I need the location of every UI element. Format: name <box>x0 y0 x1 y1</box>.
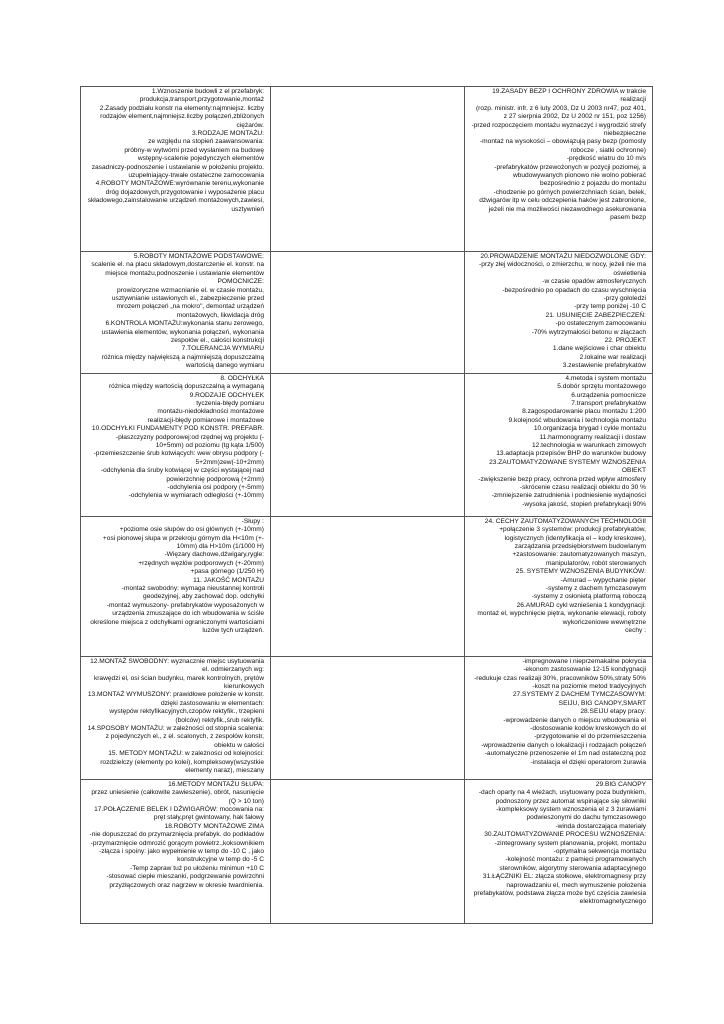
text-line: -nie dopuszczać do przymarznięcia prefabyk. do podkładów <box>89 831 264 839</box>
text-line: składowego,zainstalowanie urządzeń montażowych,zawiesi, <box>87 197 264 205</box>
notes-cell-right <box>465 373 653 516</box>
text-line: rodzajów element,najmniejsz.liczby połączeń,zbliżonych <box>100 113 264 121</box>
text-line: -kolejność montażu: z pamięci programowanych <box>505 856 646 864</box>
text-line: -ekonom zastosowanie 12-15 kondygnacji <box>523 666 646 674</box>
text-line: jeżeli nie ma możliwości niezawodnego asekurowania <box>488 205 646 213</box>
text-line: 14.SPOSOBY MONTAŻU: w zależności od stopnia scalenia: <box>87 724 264 732</box>
text-line: pasem bezp <box>610 214 646 222</box>
text-line: 8. ODCHYŁKA <box>220 374 264 382</box>
text-line: -przy złej widoczności, o zmierzchu, w nocy, jeżeli nie ma <box>479 261 646 269</box>
text-line: 21. USUNIĘCIE ZABEZPIECZEŃ: <box>545 311 646 319</box>
text-line: -montaż swobodny: wymaga nieustannej kontroli <box>121 584 264 592</box>
text-line: różnica między wartością dopuszczalną a wymaganą <box>108 383 264 391</box>
text-line: powierzchnię podporową (+2mm) <box>166 475 264 483</box>
notes-cell-right <box>465 656 653 779</box>
text-line: -bezpośrednio po opadach do czasu wyschnięcia <box>502 286 646 294</box>
text-line: 11. JAKOŚĆ MONTAŻU <box>193 576 264 584</box>
text-line: montaż el, wypchnięcie piętra, wykonanie elewacji, roboty <box>477 610 646 618</box>
text-line: -impregnowane i nieprzemakalne pokrycia <box>522 657 646 665</box>
text-line: -zwiększenie bezp pracy, ochrona przed wpływ atmosfery <box>478 475 646 483</box>
text-line: wstępny-scalenie pojedynczych elementów <box>137 155 264 163</box>
text-line: -odchylenia w wymiarach odległości (+-10mm) <box>128 492 264 500</box>
notes-cell-empty <box>271 252 465 374</box>
text-line: 20.PROWADZENIE MONTAŻU NIEDOZWOLONE GDY: <box>480 253 646 260</box>
notes-cell-left <box>81 87 271 252</box>
text-line: 9.kolejność wbudowania i technologia montażu <box>508 416 646 424</box>
text-line: montażowych, likwidacja dróg <box>176 311 264 319</box>
text-line: -stosować ciepłe mieszanki, podgrzewanie powirzchni <box>106 873 264 881</box>
text-line: konstrukcyjne w temp do -5 C <box>177 856 264 864</box>
text-line: naprowadzaniu el, mech wymuszenie położenia <box>506 881 646 889</box>
text-line: elementy naraz), mieszany <box>185 766 264 774</box>
text-line: urządzenia zmuszające do ich wbudowania w ściśle <box>112 610 264 618</box>
text-line: 23.ZAUTOMATYZOWANE SYSTEMY WZNOSZENIA OBIEKT <box>489 458 646 475</box>
text-line: sterowników, algorytmy sterowania adaptacyjnego <box>499 864 646 872</box>
text-line: 10.ODCHYŁKI FUNDAMENTY POD KONSTR. PREFABR. <box>91 425 264 433</box>
text-line: luzów tych urządzeń. <box>202 626 264 634</box>
text-line: 26.AMURAD cykl wznieśenia 1 kondygnacji: <box>516 601 646 609</box>
text-line: -systemy z dachem tymczasowym <box>545 584 646 592</box>
text-line: 13.adaptacja przepisów BHP do warunków budowy <box>496 450 646 458</box>
text-line: miejsce montażu,podnoszenie i ustawianie elementów <box>105 269 264 277</box>
text-line: -dach oparty na 4 wieżach, usytuowany poza budynkiem, <box>478 789 646 797</box>
text-line: próbny-w wytwórni przed wysłaniem na budowę <box>124 146 264 154</box>
text-line: -instalacja el dzięki operatorom żurawia <box>530 758 646 766</box>
text-line: elektromagnetycznego <box>579 898 646 906</box>
text-line: -systemy z osłonietą platformą roboczą <box>531 593 646 601</box>
text-line: tyczenia-błędy pomiaru <box>196 399 264 407</box>
text-line: SEIJU, BIG CANOPY,SMART <box>558 699 646 707</box>
text-line: robocze , siatki ochronne) <box>570 146 646 154</box>
text-line: logistycznych (identyfikacja el – kody kreskowe), <box>504 534 646 542</box>
text-line: +połączenie 3 systemów: produkcji prefabrykatów, <box>499 526 646 534</box>
text-line: +pasa górnego (1/250 H) <box>190 568 264 576</box>
text-line: -przymarznięcie odmrozić gorącym powietrz.,koksownikiem <box>90 839 264 847</box>
text-line: 12.MONTAŻ SWOBODNY: wyznacznie miejsc usytuowania <box>90 657 264 665</box>
notes-row <box>81 516 653 656</box>
text-line: +poziome osie słupów do osi głównych (+-10mm) <box>119 526 264 534</box>
text-line: pręt stały,pręt gwintowany, hak fałowy <box>153 814 264 822</box>
text-line: 28.SEIJU etapy pracy: <box>580 708 646 716</box>
text-line: -montaż wymuszony- prefabrykatów wyposażonych w <box>106 601 264 609</box>
notes-cell-right <box>465 87 653 252</box>
text-line: 7.TOLERANCJA WYMIARU <box>181 345 264 353</box>
text-line: -prefabrykatów przewożonych w pozycji poziomej, a <box>494 163 646 171</box>
text-line: 2.lokalne war realizacji <box>579 353 646 361</box>
notes-row <box>81 252 653 374</box>
text-line: dróg dojazdowych,przygotowanie i wyposażenie placu <box>105 188 264 196</box>
text-line: -kompleksowy system wznoszenia el z 3 żurawiami <box>496 805 646 813</box>
text-line: -Temp zapraw tuż po ułożeniu minimun +10 C <box>130 864 264 872</box>
text-line: -Amurad – wypychanie pięter <box>560 576 646 584</box>
text-line: 5.dobór sprzętu montażowego <box>557 383 646 391</box>
text-line: -optymalna sekwencja montażu <box>553 847 646 855</box>
text-line: montażu-niedokładności montażowe <box>157 408 264 416</box>
text-line: 4.ROBOTY MONTAŻOWE:wyrównanie terenu,wykonanie <box>95 180 264 188</box>
text-line: -wysoka jakość, stopień prefabrykacji 90% <box>522 500 646 508</box>
text-line: oświetlenia <box>613 269 646 277</box>
notes-cell-empty <box>271 516 465 656</box>
text-line: 1.Wznoszenie budowli z el przefabryk: <box>151 88 264 95</box>
text-line: 27.SYSTEMY Z DACHEM TYMCZASOWYM: <box>512 691 646 699</box>
text-line: 22. PROJEKT <box>604 337 646 345</box>
text-line: -przygotowanie el do przemieszczenia <box>534 733 646 741</box>
text-line: określone miejsca z odchyłkami ograniczonymi wartościami <box>90 618 264 626</box>
notes-cell-right <box>465 252 653 374</box>
text-line: różnica między największą a najmniejszą dopuszczalną <box>101 353 264 361</box>
text-line: 11.harmonogramy realizacji i dostaw <box>539 433 646 441</box>
notes-cell-right <box>465 516 653 656</box>
text-line: rozdzielczy (elementy po kolei), kompleksowy(wszystkie <box>100 758 264 766</box>
text-line: -przed rozpoczęciem montażu wyznaczyć i wygrodzić strefy <box>471 121 646 129</box>
text-line: -Słupy : <box>241 517 264 525</box>
text-line: 10+5mm) od poziomu (tg kąta 1/500) <box>155 441 264 449</box>
text-line: 19.ZASADY BEZP I OCHRONY ZDROWIA w trakcie realizacji <box>492 88 646 104</box>
text-line: el. odmierzanych wg: <box>202 666 264 674</box>
text-line: 9.RODZAJE ODCHYŁEK <box>189 391 264 399</box>
text-line: -zmniejszenie zatrudnienia i podniesienie wydajności <box>491 492 646 500</box>
text-line: ciężarów. <box>236 121 264 129</box>
text-line: 6.KONTROLA MONTAŻU:wykonania stanu zerowego, <box>105 320 264 328</box>
notes-cell-right <box>465 779 653 923</box>
text-line: 7.transport prefabrykatów <box>571 399 646 407</box>
text-line: występów rektyfikacyjnych,czopów rektyfik., trzepieni <box>109 708 264 716</box>
notes-cell-empty <box>271 373 465 516</box>
text-line: niebezpieczne <box>603 130 646 138</box>
notes-table <box>80 86 653 924</box>
text-line: -wprowadzenie danych o lokalizacji i rodzajach połączeń <box>481 741 646 749</box>
text-line: wbudowywanych pionowo nie wolno pobierać <box>512 172 646 180</box>
notes-table-body <box>81 87 653 924</box>
text-line: zarządzania przedsiębiorstwem budowlanym <box>514 542 646 550</box>
text-line: podnoszony przez automat wspinające się siłowniki <box>495 797 646 805</box>
text-line: produkcja,transport,przygotowanie,montaż <box>139 96 264 104</box>
text-line: -odchylenia osi podpory (+-5mm) <box>167 483 264 491</box>
text-line: 15. METODY MONTAŻU: w zależności od kolejności: <box>108 750 264 758</box>
text-line: prefabykatów, podstawa złącza może być częścia zawiesia <box>473 889 646 897</box>
text-line: dzięki zastosowaniu w elementach: <box>161 699 264 707</box>
text-line: 17.POŁĄCZENIE BELEK I DŹWIGARÓW: mocowania na: <box>94 805 264 813</box>
text-line: -redukuje czas realizaji 30%, pracowników 50%,straty 50% <box>474 674 646 682</box>
text-line: cechy : <box>625 626 646 634</box>
text-line: -złącza i spoiny: jako wypełnienie w temp do -10 C , jako <box>99 847 264 855</box>
text-line: +rzędnych węzłów podporowych (+-20mm) <box>138 559 264 567</box>
notes-cell-left <box>81 779 271 923</box>
text-line: 18.ROBOTY MONTAŻOWE ZIMA <box>164 822 264 830</box>
text-line: dźwigarów itp w celu odczepienia haków jest zabronione, <box>479 197 646 205</box>
notes-row <box>81 373 653 516</box>
text-line: 30.ZAUTOMATYZOWANIE PROCESU WZNOSZENIA: <box>484 831 646 839</box>
text-line: ze względu na stopień zaawansowania: <box>148 138 264 146</box>
text-line: (Q > 10 ton) <box>228 797 264 805</box>
text-line: uzupełniający-trwałe ostateczne zamocowania <box>128 172 264 180</box>
text-line: 25. SYSTEMY WZNOSZENIA BUDYNKÓW: <box>515 568 646 576</box>
text-line: usztywnień <box>231 205 264 213</box>
text-line: -70% wytrzymałości betonu w złączach <box>531 328 646 336</box>
text-line: wykończeniowe wewnętrzne <box>562 618 646 626</box>
text-line: usztywnianie ustawionych el., zabezpieczenie przed <box>111 295 264 303</box>
text-line: realizacji-błędy pomiarowe i montażowe <box>147 416 264 424</box>
text-line: mrozem połączeń „na mokro", demontaż urządzeń <box>116 303 264 311</box>
text-line: -płaszczyzny podporowej:od rzędnej wg projektu (- <box>115 433 264 441</box>
text-line: 12.technologia w warunkach zimowych <box>532 441 646 449</box>
text-line: 1.dane wejściowe i char obiektu <box>552 345 646 353</box>
text-line: -winda dostarczająca materiały <box>555 822 646 830</box>
text-line: zespołów el., całości konstrukcji <box>170 337 264 345</box>
text-line: POMOCNICZE: <box>217 278 264 286</box>
text-line: obiektu w całości <box>214 741 264 749</box>
notes-cell-left <box>81 252 271 374</box>
notes-cell-empty <box>271 656 465 779</box>
text-line: prowizoryczne wzmacnianie el. w czasie montażu, <box>117 286 264 294</box>
text-line: wartością danego wymiaru <box>185 362 264 370</box>
text-line: -automatyczne przenoszenie el 1m nad ostateczną poz <box>484 750 646 758</box>
notes-row <box>81 656 653 779</box>
text-line: -koszt na poziomie metod tradycyjnych <box>532 682 646 690</box>
text-line: (rozp. ministr. infr. z 6 luty 2003, Dz U 2003 nr47, poz 401, <box>475 104 646 112</box>
text-line: podwieszonymi do dachu tymczasowego <box>526 814 646 822</box>
text-line: (bolców) rektyfik.,śrub rektyfik. <box>175 716 264 724</box>
text-line: scalenie el. na placu składowym,dostarczenie el. konstr. na <box>91 261 264 269</box>
notes-cell-empty <box>271 779 465 923</box>
text-line: 3.RODZAJE MONTAŻU: <box>191 130 264 138</box>
notes-cell-left <box>81 516 271 656</box>
text-line: 5.ROBOTY MONTAŻOWE PODSTAWOWE: <box>133 253 264 260</box>
text-line: -chodzenie po górnych powierzchniach ścian, belek, <box>493 188 646 196</box>
text-line: 2.Zasady podziału konstr na elementy:najmniejsz. liczby <box>99 104 264 112</box>
text-line: +zastosowanie: zautomatyzowanych maszyn, <box>512 551 646 559</box>
text-line: z pojedynczych el., z el. scalonych, z zespołów konstr, <box>105 733 264 741</box>
text-line: 10mm) dla H>10m (1/1000 H) <box>176 542 264 550</box>
text-line: -odchylenia dla śruby kotwiącej w części wystającej nad <box>100 467 264 475</box>
text-line: -dostosowanie kodów kreskowych do el <box>530 724 646 732</box>
text-line: -w czasie opadów atmosferycznych <box>542 278 646 286</box>
text-line: z 27 sierpnia 2002, Dz U 2002 nr 151, poz 1256) <box>503 113 646 121</box>
text-line: 6.urządzenia pomocnicze <box>571 391 646 399</box>
text-line: zasadniczy-podnoszenie i ustawianie w położeniu projekto. <box>91 163 264 171</box>
text-line: 24. CECHY ZAUTOMATYZOWANYCH TECHNOLOGII <box>484 517 646 525</box>
text-line: -prędkość wiatru do 10 m/s <box>566 155 646 163</box>
text-line: -przy temp poniżej -10 C <box>574 303 646 311</box>
text-line: -Więzary dachowe,dźwigary,rygle: <box>164 551 264 559</box>
text-line: -wprowadzenie danych o miejscu wbudowania el <box>503 716 646 724</box>
text-line: 8.zagospodarowanie placu montażu 1:200 <box>522 408 646 416</box>
text-line: 16.METODY MONTAŻU SŁUPA: <box>168 780 264 788</box>
text-line: +osi pionowej słupa w przekroju górnym dla H<10m (+- <box>102 534 264 542</box>
text-line: -montaż na wysokości – obowiązują pasy bezp (pomosty <box>479 138 646 146</box>
text-line: -przy gołoledzi <box>603 295 646 303</box>
notes-cell-left <box>81 373 271 516</box>
text-line: 29.BIG CANOPY <box>595 780 646 788</box>
text-line: 31.ŁĄCZNIKI EL: złącza stołkowe, elektromagnesy przy <box>482 873 646 881</box>
text-line: 3.zestawienie prefabrykatów <box>562 362 646 370</box>
text-line: krawędzi el, osi ścian budynku, marek kontrolnych, prętów <box>93 674 264 682</box>
text-line: przez uniesienie (całkowite zawieszenie), obrót, nasunięcie <box>91 789 264 797</box>
text-line: bezpośrednio z pojazdu do montażu <box>540 180 646 188</box>
notes-row <box>81 87 653 252</box>
notes-cell-empty <box>271 87 465 252</box>
text-line: 13.MONTAŻ WYMUSZONY: prawidłowe położenie w konstr. <box>87 691 264 699</box>
text-line: geodezyjnej, aby zachować dop. odchyłki <box>143 593 264 601</box>
text-line: ustawienia elementów, wykonania połączeń, wykonania <box>101 328 264 336</box>
text-line: 10.organizacja brygad i cykle montażu <box>533 425 646 433</box>
notes-cell-left <box>81 656 271 779</box>
text-line: 5+2mm)zew(-10+2mm) <box>195 458 264 466</box>
text-line: -skrócenie czasu realizacji obiektu do 30 % <box>519 483 646 491</box>
text-line: -po ostatecznym zamocowaniu <box>555 320 646 328</box>
text-line: przyzłączowych oraz nagrzew w okresie twardnienia. <box>109 881 264 889</box>
notes-row <box>81 779 653 923</box>
text-line: 4.metoda i system montażu <box>565 374 646 382</box>
text-line: manipulatorów, robót sterowanych <box>545 559 646 567</box>
text-line: -przemieszczenie śrub kotwiących: wew obrysu podpory (- <box>93 450 264 458</box>
text-line: kierunkowych <box>224 682 264 690</box>
text-line: -zintegrowany system planowania, projekt, montażu <box>494 839 646 847</box>
